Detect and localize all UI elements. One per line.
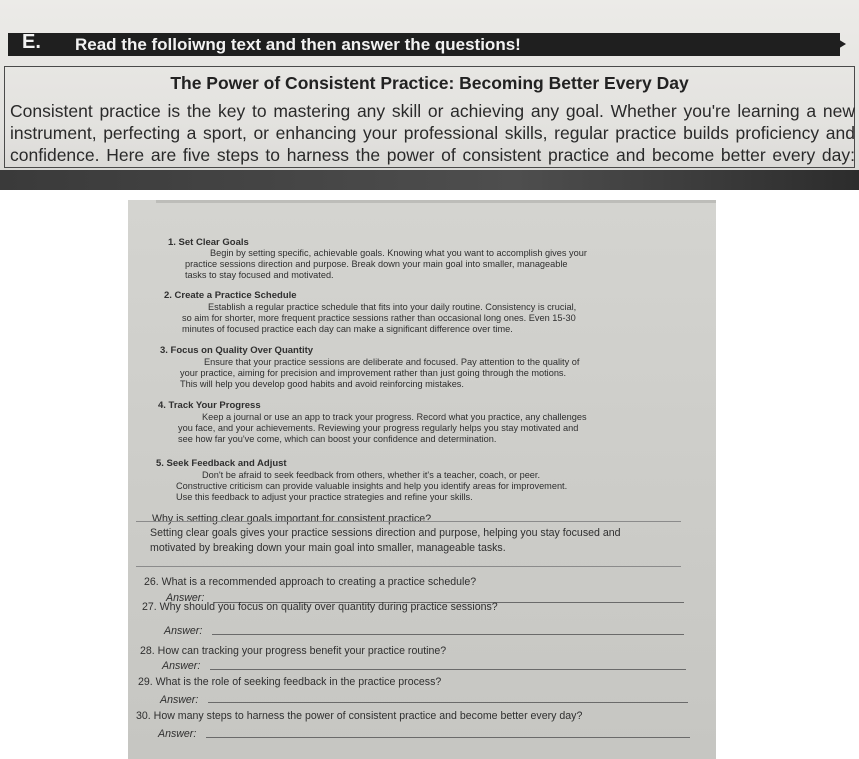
step-text: see how far you've come, which can boost your confidence and determination. <box>178 434 497 444</box>
answer-label: Answer: <box>164 625 203 637</box>
step-heading: 4. Track Your Progress <box>158 400 261 411</box>
step-text: practice sessions direction and purpose. Break down your main goal into smaller, manageable <box>185 259 568 269</box>
step-text: your practice, aiming for precision and improvement rather than just going through the motions. <box>180 368 567 378</box>
answer-line[interactable] <box>210 669 686 670</box>
intro-line: Consistent practice is the key to mastering any skill or achieving any goal. Whether you're learning a new <box>10 101 855 121</box>
step-heading: 2. Create a Practice Schedule <box>164 290 297 301</box>
answer-label: Answer: <box>160 694 199 706</box>
step-text: Ensure that your practice sessions are deliberate and focused. Pay attention to the quality of <box>204 357 580 367</box>
step-text: minutes of focused practice each day can make a significant difference over time. <box>182 324 513 334</box>
answer-label: Answer: <box>166 592 205 604</box>
section-letter: E. <box>22 31 41 53</box>
question-28: 28. How can tracking your progress benefit your practice routine? <box>140 645 447 657</box>
answer-line[interactable] <box>212 634 684 635</box>
question-30: 30. How many steps to harness the power of consistent practice and become better every day? <box>136 710 583 722</box>
step-heading: 5. Seek Feedback and Adjust <box>156 458 287 469</box>
step-text: you face, and your achievements. Reviewing your progress regularly helps you stay motivated and <box>178 423 579 433</box>
page-gap <box>0 190 859 200</box>
step-text: Keep a journal or use an app to track your progress. Record what you practice, any challenges <box>202 412 587 422</box>
top-worksheet-section <box>0 0 859 190</box>
worksheet-photo <box>128 200 716 759</box>
question-29: 29. What is the role of seeking feedback in the practice process? <box>138 676 442 688</box>
step-text: Use this feedback to adjust your practice strategies and refine your skills. <box>176 492 473 502</box>
dark-stripe <box>0 170 859 190</box>
step-text: Don't be afraid to seek feedback from others, whether it's a teacher, coach, or peer. <box>202 470 541 480</box>
question-26: 26. What is a recommended approach to creating a practice schedule? <box>144 576 477 588</box>
intro-line: confidence. Here are five steps to harness the power of consistent practice and become better every day: <box>10 145 855 165</box>
answer-label: Answer: <box>158 728 197 740</box>
intro-line: instrument, perfecting a sport, or enhancing your professional skills, regular practice builds proficiency and <box>10 123 855 143</box>
example-question: Why is setting clear goals important for consistent practice? <box>152 513 432 525</box>
question-27: 27. Why should you focus on quality over quantity during practice sessions? <box>142 601 498 613</box>
paper-edge <box>156 200 716 203</box>
answer-line[interactable] <box>208 702 688 703</box>
step-text: so aim for shorter, more frequent practice sessions rather than occasional long ones. Even 15-30 <box>182 313 576 323</box>
answer-label: Answer: <box>162 660 201 672</box>
step-heading: 1. Set Clear Goals <box>168 237 249 248</box>
article-intro <box>10 100 855 166</box>
step-heading: 3. Focus on Quality Over Quantity <box>160 345 314 356</box>
instruction-text: Read the folloiwng text and then answer the questions! <box>75 35 521 54</box>
step-text: Begin by setting specific, achievable goals. Knowing what you want to accomplish gives your <box>210 248 587 258</box>
answer-line[interactable] <box>206 737 690 738</box>
example-answer: motivated by breaking down your main goal into smaller, manageable tasks. <box>150 542 506 554</box>
step-text: This will help you develop good habits and avoid reinforcing mistakes. <box>180 379 464 389</box>
banner-arrow-icon <box>828 33 846 55</box>
step-text: Constructive criticism can provide valuable insights and help you identify areas for improvement. <box>176 481 568 491</box>
article-title: The Power of Consistent Practice: Becoming Better Every Day <box>170 73 689 93</box>
step-text: Establish a regular practice schedule that fits into your daily routine. Consistency is crucial, <box>208 302 577 312</box>
step-text: tasks to stay focused and motivated. <box>185 270 334 280</box>
example-answer: Setting clear goals gives your practice sessions direction and purpose, helping you stay focused and <box>150 527 621 539</box>
